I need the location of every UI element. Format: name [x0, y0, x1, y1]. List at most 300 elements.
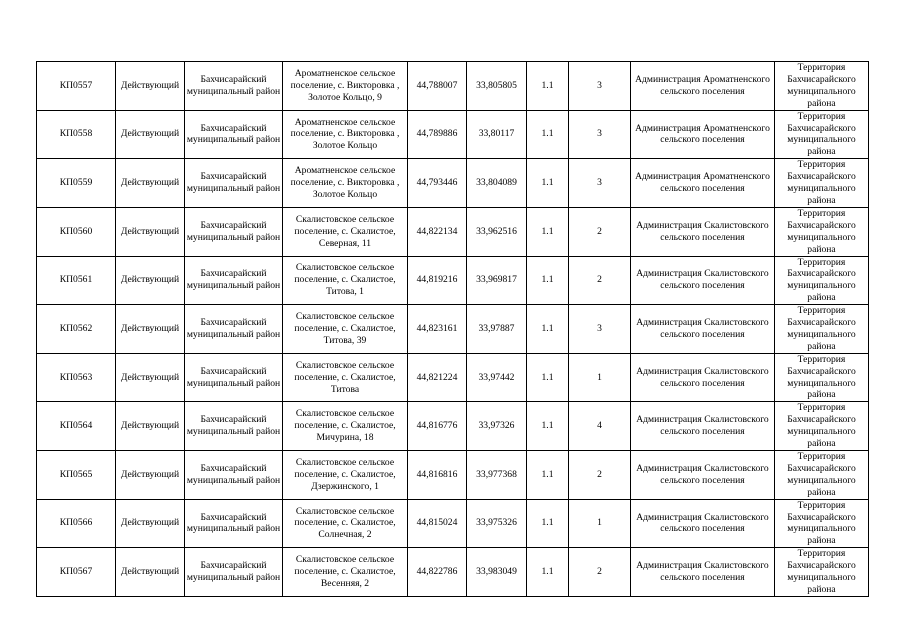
cell-latitude — [408, 548, 467, 597]
territory-line: Территория — [797, 305, 846, 317]
owner-line: Администрация Ароматненского — [635, 73, 770, 85]
territory-line: Территория — [797, 110, 846, 122]
owner-line: Администрация Скалистовского — [636, 462, 769, 474]
table-body — [37, 62, 869, 597]
owner-line: Администрация Скалистовского — [636, 560, 769, 572]
owner-line: Администрация Скалистовского — [636, 365, 769, 377]
longitude-text: 33,97887 — [478, 322, 515, 334]
owner-line: сельского поселения — [660, 523, 745, 535]
district-line: муниципальный район — [186, 231, 281, 243]
territory-line: Территория — [797, 402, 846, 414]
quantity-text: 2 — [597, 468, 602, 480]
cell-status — [116, 451, 185, 500]
cell-point-id — [37, 62, 116, 111]
cell-owner — [631, 548, 775, 597]
owner-line: сельского поселения — [660, 328, 745, 340]
cell-longitude — [467, 256, 527, 305]
cell-district — [185, 159, 283, 208]
code-text: 1.1 — [541, 177, 554, 189]
longitude-text: 33,805805 — [476, 79, 517, 91]
cell-point-id — [37, 207, 116, 256]
territory-line: муниципального — [787, 328, 856, 340]
cell-point-id — [37, 110, 116, 159]
table-row — [37, 499, 869, 548]
cell-territory — [775, 402, 869, 451]
cell-territory — [775, 305, 869, 354]
district-line: Бахчисарайский — [200, 268, 267, 280]
cell-longitude — [467, 62, 527, 111]
territory-line: муниципального — [787, 426, 856, 438]
cell-status — [116, 207, 185, 256]
territory-line: района — [807, 535, 836, 547]
cell-longitude — [467, 499, 527, 548]
cell-longitude — [467, 402, 527, 451]
owner-line: сельского поселения — [660, 280, 745, 292]
territory-line: района — [807, 97, 836, 109]
quantity-text: 3 — [597, 79, 602, 91]
district-line: муниципальный район — [186, 134, 281, 146]
point-id-text: КП0557 — [59, 79, 93, 91]
cell-district — [185, 499, 283, 548]
cell-latitude — [408, 207, 467, 256]
territory-line: Бахчисарайского — [787, 268, 856, 280]
longitude-text: 33,962516 — [476, 225, 517, 237]
territory-line: Бахчисарайского — [787, 171, 856, 183]
address-line: Скалистовское сельское — [295, 311, 395, 323]
quantity-text: 2 — [597, 566, 602, 578]
code-text: 1.1 — [541, 371, 554, 383]
territory-line: Бахчисарайского — [787, 365, 856, 377]
cell-quantity — [569, 451, 631, 500]
address-line: Ароматненское сельское — [294, 116, 396, 128]
cell-longitude — [467, 159, 527, 208]
territory-line: Бахчисарайского — [787, 414, 856, 426]
cell-code — [527, 305, 569, 354]
data-table — [36, 61, 869, 597]
territory-line: района — [807, 438, 836, 450]
table-row — [37, 353, 869, 402]
cell-status — [116, 499, 185, 548]
district-line: Бахчисарайский — [200, 414, 267, 426]
quantity-text: 2 — [597, 225, 602, 237]
territory-line: муниципального — [787, 474, 856, 486]
cell-district — [185, 62, 283, 111]
point-id-text: КП0567 — [59, 566, 93, 578]
cell-point-id — [37, 402, 116, 451]
code-text: 1.1 — [541, 420, 554, 432]
cell-address — [283, 353, 408, 402]
cell-district — [185, 110, 283, 159]
point-id-text: КП0561 — [59, 274, 93, 286]
owner-line: сельского поселения — [660, 85, 745, 97]
territory-line: Территория — [797, 353, 846, 365]
cell-status — [116, 159, 185, 208]
address-line: Весенняя, 2 — [320, 578, 370, 590]
address-line: поселение, с. Скалистое, — [294, 371, 396, 383]
cell-territory — [775, 451, 869, 500]
table-row — [37, 256, 869, 305]
table-row — [37, 62, 869, 111]
cell-address — [283, 110, 408, 159]
cell-address — [283, 499, 408, 548]
cell-address — [283, 305, 408, 354]
cell-district — [185, 548, 283, 597]
status-text: Действующий — [120, 566, 180, 578]
cell-code — [527, 256, 569, 305]
cell-quantity — [569, 207, 631, 256]
longitude-text: 33,804089 — [476, 177, 517, 189]
district-line: Бахчисарайский — [200, 171, 267, 183]
latitude-text: 44,789886 — [416, 128, 458, 140]
address-line: Титова, 1 — [326, 286, 364, 298]
cell-status — [116, 402, 185, 451]
cell-longitude — [467, 451, 527, 500]
cell-point-id — [37, 305, 116, 354]
cell-owner — [631, 451, 775, 500]
cell-status — [116, 305, 185, 354]
cell-code — [527, 402, 569, 451]
cell-latitude — [408, 256, 467, 305]
cell-latitude — [408, 451, 467, 500]
territory-line: муниципального — [787, 572, 856, 584]
latitude-text: 44,822786 — [416, 566, 458, 578]
longitude-text: 33,969817 — [476, 274, 517, 286]
cell-owner — [631, 207, 775, 256]
address-line: Ароматненское сельское — [294, 67, 396, 79]
cell-address — [283, 451, 408, 500]
address-line: поселение, с. Скалистое, — [294, 225, 396, 237]
status-text: Действующий — [120, 468, 180, 480]
cell-quantity — [569, 402, 631, 451]
table-row — [37, 110, 869, 159]
table-row — [37, 207, 869, 256]
status-text: Действующий — [120, 79, 180, 91]
cell-status — [116, 353, 185, 402]
quantity-text: 3 — [597, 128, 602, 140]
cell-status — [116, 256, 185, 305]
cell-longitude — [467, 548, 527, 597]
cell-territory — [775, 256, 869, 305]
cell-territory — [775, 110, 869, 159]
point-id-text: КП0565 — [59, 468, 93, 480]
quantity-text: 2 — [597, 274, 602, 286]
district-line: муниципальный район — [186, 377, 281, 389]
owner-line: Администрация Ароматненского — [635, 122, 770, 134]
cell-owner — [631, 499, 775, 548]
territory-line: Бахчисарайского — [787, 122, 856, 134]
territory-line: Бахчисарайского — [787, 560, 856, 572]
table-row — [37, 159, 869, 208]
cell-code — [527, 62, 569, 111]
cell-owner — [631, 402, 775, 451]
cell-latitude — [408, 110, 467, 159]
longitude-text: 33,977368 — [476, 468, 517, 480]
cell-latitude — [408, 159, 467, 208]
address-line: Золотое Кольцо — [312, 189, 378, 201]
address-line: Скалистовское сельское — [295, 554, 395, 566]
district-line: Бахчисарайский — [200, 219, 267, 231]
cell-quantity — [569, 305, 631, 354]
address-line: поселение, с. Викторовка , — [290, 79, 400, 91]
cell-territory — [775, 353, 869, 402]
cell-quantity — [569, 353, 631, 402]
code-text: 1.1 — [541, 79, 554, 91]
territory-line: Территория — [797, 159, 846, 171]
address-line: Титова — [330, 383, 360, 395]
point-id-text: КП0559 — [59, 177, 93, 189]
owner-line: сельского поселения — [660, 377, 745, 389]
cell-quantity — [569, 499, 631, 548]
address-line: Золотое Кольцо, 9 — [308, 91, 382, 103]
address-line: Северная, 11 — [318, 237, 372, 249]
status-text: Действующий — [120, 128, 180, 140]
territory-line: района — [807, 194, 836, 206]
cell-quantity — [569, 256, 631, 305]
district-line: Бахчисарайский — [200, 511, 267, 523]
owner-line: сельского поселения — [660, 134, 745, 146]
latitude-text: 44,819216 — [416, 274, 458, 286]
cell-district — [185, 305, 283, 354]
territory-line: муниципального — [787, 134, 856, 146]
cell-code — [527, 207, 569, 256]
cell-owner — [631, 62, 775, 111]
owner-line: сельского поселения — [660, 183, 745, 195]
latitude-text: 44,793446 — [416, 177, 458, 189]
longitude-text: 33,97442 — [478, 371, 515, 383]
district-line: Бахчисарайский — [200, 560, 267, 572]
territory-line: Территория — [797, 62, 846, 73]
address-line: Дзержинского, 1 — [311, 480, 379, 492]
cell-point-id — [37, 353, 116, 402]
cell-owner — [631, 159, 775, 208]
district-line: муниципальный район — [186, 183, 281, 195]
cell-code — [527, 499, 569, 548]
cell-owner — [631, 110, 775, 159]
latitude-text: 44,821224 — [416, 371, 458, 383]
district-line: муниципальный район — [186, 474, 281, 486]
cell-latitude — [408, 499, 467, 548]
district-line: Бахчисарайский — [200, 73, 267, 85]
cell-point-id — [37, 451, 116, 500]
territory-line: района — [807, 583, 836, 595]
territory-line: муниципального — [787, 231, 856, 243]
territory-line: Территория — [797, 256, 846, 268]
cell-quantity — [569, 110, 631, 159]
latitude-text: 44,816776 — [416, 420, 458, 432]
table-row — [37, 548, 869, 597]
cell-quantity — [569, 62, 631, 111]
address-line: Мичурина, 18 — [316, 432, 374, 444]
cell-point-id — [37, 159, 116, 208]
address-line: Скалистовское сельское — [295, 359, 395, 371]
territory-line: Бахчисарайского — [787, 317, 856, 329]
territory-line: района — [807, 389, 836, 401]
district-line: Бахчисарайский — [200, 122, 267, 134]
quantity-text: 1 — [597, 371, 602, 383]
cell-point-id — [37, 256, 116, 305]
cell-quantity — [569, 159, 631, 208]
longitude-text: 33,983049 — [476, 566, 517, 578]
cell-address — [283, 548, 408, 597]
quantity-text: 3 — [597, 322, 602, 334]
address-line: Солнечная, 2 — [318, 529, 372, 541]
territory-line: Бахчисарайского — [787, 511, 856, 523]
district-line: муниципальный район — [186, 85, 281, 97]
owner-line: Администрация Скалистовского — [636, 511, 769, 523]
territory-line: Бахчисарайского — [787, 219, 856, 231]
latitude-text: 44,823161 — [416, 322, 458, 334]
owner-line: сельского поселения — [660, 474, 745, 486]
cell-owner — [631, 256, 775, 305]
cell-address — [283, 256, 408, 305]
cell-district — [185, 402, 283, 451]
table-row — [37, 305, 869, 354]
cell-status — [116, 62, 185, 111]
code-text: 1.1 — [541, 566, 554, 578]
cell-latitude — [408, 353, 467, 402]
cell-code — [527, 110, 569, 159]
cell-address — [283, 62, 408, 111]
cell-owner — [631, 353, 775, 402]
address-line: Скалистовское сельское — [295, 213, 395, 225]
cell-owner — [631, 305, 775, 354]
territory-line: района — [807, 486, 836, 498]
owner-line: Администрация Скалистовского — [636, 268, 769, 280]
territory-line: муниципального — [787, 280, 856, 292]
territory-line: Бахчисарайского — [787, 462, 856, 474]
cell-quantity — [569, 548, 631, 597]
cell-code — [527, 548, 569, 597]
territory-line: района — [807, 340, 836, 352]
longitude-text: 33,975326 — [476, 517, 517, 529]
cell-status — [116, 110, 185, 159]
code-text: 1.1 — [541, 128, 554, 140]
latitude-text: 44,816816 — [416, 468, 458, 480]
cell-code — [527, 353, 569, 402]
address-line: Скалистовское сельское — [295, 262, 395, 274]
cell-district — [185, 353, 283, 402]
address-line: поселение, с. Скалистое, — [294, 322, 396, 334]
status-text: Действующий — [120, 177, 180, 189]
quantity-text: 3 — [597, 177, 602, 189]
cell-district — [185, 451, 283, 500]
cell-district — [185, 256, 283, 305]
address-line: поселение, с. Скалистое, — [294, 566, 396, 578]
address-line: Золотое Кольцо — [312, 140, 378, 152]
district-line: муниципальный район — [186, 523, 281, 535]
latitude-text: 44,815024 — [416, 517, 458, 529]
territory-line: Территория — [797, 451, 846, 462]
cell-territory — [775, 207, 869, 256]
territory-line: Бахчисарайского — [787, 73, 856, 85]
address-line: Ароматненское сельское — [294, 165, 396, 177]
cell-latitude — [408, 402, 467, 451]
owner-line: Администрация Скалистовского — [636, 317, 769, 329]
territory-line: района — [807, 243, 836, 255]
territory-line: муниципального — [787, 523, 856, 535]
owner-line: Администрация Скалистовского — [636, 414, 769, 426]
address-line: поселение, с. Скалистое, — [294, 274, 396, 286]
territory-line: муниципального — [787, 85, 856, 97]
code-text: 1.1 — [541, 517, 554, 529]
cell-code — [527, 159, 569, 208]
status-text: Действующий — [120, 225, 180, 237]
table-row — [37, 402, 869, 451]
cell-longitude — [467, 207, 527, 256]
cell-territory — [775, 499, 869, 548]
status-text: Действующий — [120, 517, 180, 529]
owner-line: Администрация Ароматненского — [635, 171, 770, 183]
cell-district — [185, 207, 283, 256]
cell-longitude — [467, 305, 527, 354]
district-line: муниципальный район — [186, 280, 281, 292]
cell-address — [283, 159, 408, 208]
territory-line: Территория — [797, 207, 846, 219]
owner-line: сельского поселения — [660, 426, 745, 438]
point-id-text: КП0566 — [59, 517, 93, 529]
address-line: поселение, с. Скалистое, — [294, 468, 396, 480]
cell-longitude — [467, 110, 527, 159]
address-line: поселение, с. Скалистое, — [294, 420, 396, 432]
status-text: Действующий — [120, 420, 180, 432]
owner-line: сельского поселения — [660, 231, 745, 243]
cell-address — [283, 207, 408, 256]
territory-line: муниципального — [787, 377, 856, 389]
owner-line: сельского поселения — [660, 572, 745, 584]
cell-address — [283, 402, 408, 451]
status-text: Действующий — [120, 274, 180, 286]
quantity-text: 4 — [597, 420, 602, 432]
latitude-text: 44,788007 — [416, 79, 458, 91]
territory-line: муниципального — [787, 183, 856, 195]
district-line: Бахчисарайский — [200, 317, 267, 329]
territory-line: района — [807, 146, 836, 158]
cell-code — [527, 451, 569, 500]
district-line: муниципальный район — [186, 426, 281, 438]
longitude-text: 33,97326 — [478, 420, 515, 432]
cell-territory — [775, 159, 869, 208]
district-line: муниципальный район — [186, 572, 281, 584]
territory-line: Территория — [797, 499, 846, 511]
address-line: поселение, с. Викторовка , — [290, 128, 400, 140]
address-line: Скалистовское сельское — [295, 505, 395, 517]
point-id-text: КП0560 — [59, 225, 93, 237]
address-line: Скалистовское сельское — [295, 456, 395, 468]
code-text: 1.1 — [541, 322, 554, 334]
latitude-text: 44,822134 — [416, 225, 458, 237]
cell-point-id — [37, 548, 116, 597]
code-text: 1.1 — [541, 468, 554, 480]
quantity-text: 1 — [597, 517, 602, 529]
cell-latitude — [408, 305, 467, 354]
cell-point-id — [37, 499, 116, 548]
district-line: Бахчисарайский — [200, 365, 267, 377]
table-row — [37, 451, 869, 500]
point-id-text: КП0563 — [59, 371, 93, 383]
cell-territory — [775, 548, 869, 597]
address-line: Титова, 39 — [323, 334, 367, 346]
cell-longitude — [467, 353, 527, 402]
territory-line: района — [807, 292, 836, 304]
code-text: 1.1 — [541, 225, 554, 237]
status-text: Действующий — [120, 322, 180, 334]
cell-territory — [775, 62, 869, 111]
status-text: Действующий — [120, 371, 180, 383]
point-id-text: КП0558 — [59, 128, 93, 140]
code-text: 1.1 — [541, 274, 554, 286]
longitude-text: 33,80117 — [478, 128, 515, 140]
territory-line: Территория — [797, 548, 846, 560]
